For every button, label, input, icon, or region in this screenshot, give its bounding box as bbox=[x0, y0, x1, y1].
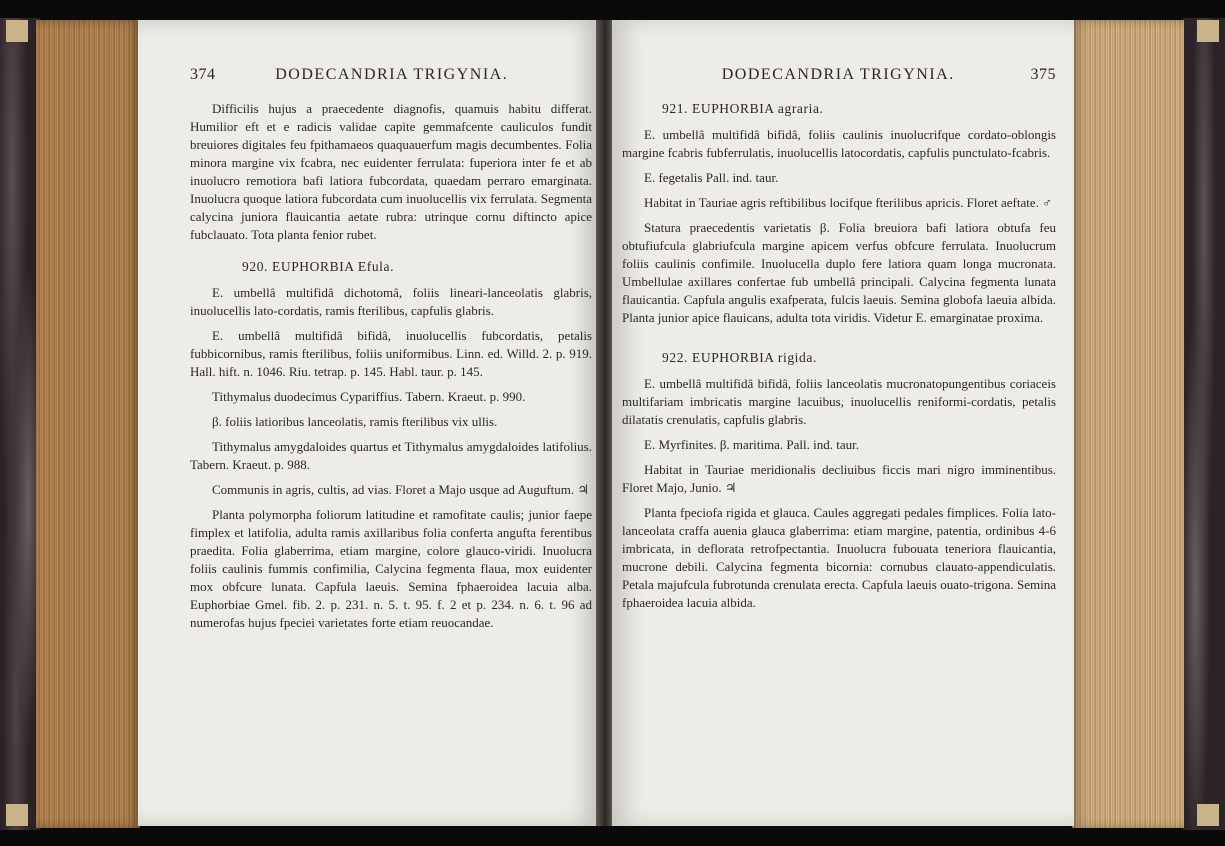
page-number: 375 bbox=[1030, 66, 1056, 83]
running-title: DODECANDRIA TRIGYNIA. bbox=[275, 66, 509, 83]
right-page-header bbox=[622, 66, 1056, 84]
synonym: Tithymalus amygdaloides quartus et Tithymalus amygdaloides latifolius. Tabern. Kraeut. p. 988. bbox=[190, 439, 592, 472]
page-edges-left bbox=[36, 20, 140, 828]
habitat: Habitat in Tauriae agris reftibilibus locifque fterilibus apricis. Floret aeftate. ♂ bbox=[644, 195, 1052, 210]
section-heading: 920. EUPHORBIA Efula. bbox=[242, 259, 395, 274]
section-heading: 921. EUPHORBIA agraria. bbox=[662, 101, 824, 116]
paragraph: Difficilis hujus a praecedente diagnofis, quamuis habitu differat. Humilior eft et e radicis validae capite gemmafcente cauliculos fundit breuiores digitales feu fpithamaeos quaquauerfum magis decumbentes. Folia minora margine vix fcabra, nec euidenter ferrulata: fuperiora inter fe et ab inuolucro remotiora bafi latiora fubcordata, quaedam perraro emarginata. Inuolucra quoque latiora fubcordata cum inuolucellis vix ferrulata. Segmenta calycina juniora flauicantia aetate rubra: utrinque cornu diftincto apice fubclauato. Tota planta fenior rubet. bbox=[190, 101, 592, 242]
right-page bbox=[612, 20, 1074, 826]
running-title: DODECANDRIA TRIGYNIA. bbox=[721, 66, 955, 83]
cover-corner bbox=[1197, 20, 1219, 42]
book-cover-right bbox=[1183, 18, 1225, 830]
page-edges-right bbox=[1072, 20, 1184, 828]
cover-corner bbox=[1197, 804, 1219, 826]
diagnosis: E. umbellâ multifidâ bifidâ, foliis caulinis inuolucrifque cordato-oblongis margine fcabris fubferrulatis, inuolucellis latocordatis, capfulis punctulato-fcabris. bbox=[622, 127, 1056, 160]
synonym: Tithymalus duodecimus Cypariffius. Tabern. Kraeut. p. 990. bbox=[212, 389, 526, 404]
variety: β. foliis latioribus lanceolatis, ramis fterilibus vix ullis. bbox=[212, 414, 498, 429]
book-cover-left bbox=[0, 18, 40, 830]
left-page bbox=[138, 20, 600, 826]
description: Statura praecedentis varietatis β. Folia breuiora bafi latiora obtufa feu obtufiufcula glabriufcula margine apicem verfus obfcure ferrulata. Inuolucrum foliis caulinis confimile. Inuolucella duplo fere latiora quam longa mucronata. Umbellulae axillares confertae fub umbellâ principali. Calycina fegmenta lunata flauicantia. Capfula angulis exafperata, fulcis laeuis. Semina globofa laeuia albida. Planta junior apice flauicans, adulta tota viridis. Videtur E. emarginatae proxima. bbox=[622, 220, 1056, 325]
cover-corner bbox=[6, 804, 28, 826]
section-heading: 922. EUPHORBIA rigida. bbox=[662, 350, 817, 365]
description: Planta polymorpha foliorum latitudine et ramofitate caulis; junior faepe fimplex et latifolia, adulta ramis axillaribus folia conferta angufta ferentibus praedita. Folia glaberrima, etiam margine, colore glauco-viridi. Inuolucra foliis caulinis fummis confimilia, Calycina fegmenta flaua, mox euidenter mox obfcure lunata. Capfula laeuis. Semina fphaeroidea lacuia alba. Euphorbiae Gmel. fib. 2. p. 231. n. 5. t. 95. f. 2 et p. 234. n. 6. t. 96 ad numerofas hujus fpeciei varietates forte etiam reuocandae. bbox=[190, 507, 592, 630]
diagnosis: E. umbellâ multifidâ dichotomâ, foliis lineari-lanceolatis glabris, inuolucellis lato-cordatis, ramis fterilibus, capfulis glabris. bbox=[190, 285, 592, 318]
left-page-header bbox=[190, 66, 592, 84]
synonym: E. fegetalis Pall. ind. taur. bbox=[644, 170, 779, 185]
page-number: 374 bbox=[190, 66, 216, 83]
cover-corner bbox=[6, 20, 28, 42]
habitat: Communis in agris, cultis, ad vias. Floret a Majo usque ad Auguftum. ♃ bbox=[212, 482, 590, 497]
synonym: E. umbellâ multifidâ bifidâ, inuolucellis fubcordatis, petalis fubbicornibus, ramis fterilibus, foliis uniformibus. Linn. ed. Willd. 2. p. 919. Hall. hift. n. 1046. Riu. tetrap. p. 145. Habl. taur. p. 145. bbox=[190, 328, 592, 379]
description: Planta fpeciofa rigida et glauca. Caules aggregati pedales fimplices. Folia lato-lanceolata craffa auenia glauca glaberrima: etiam margine, patentia, ordinibus 4-6 imbricata, in deflorata retrofpectantia. Inuolucra fubouata teneriora flauicantia, mucrone debili. Calycina fegmenta bicornia: cornubus clauato-appendiculatis. Petala majufcula fubrotunda crenulata erecta. Capfula laeuis ouato-trigona. Semina fphaeroidea lacuia albida. bbox=[622, 505, 1056, 610]
diagnosis: E. umbellâ multifidâ bifidâ, foliis lanceolatis mucronatopungentibus coriaceis multifariam imbricatis margine lacuibus, inuolucellis reniformi-cordatis, petalis dilatatis crenulatis, capfulis glabris. bbox=[622, 376, 1056, 427]
habitat: Habitat in Tauriae meridionalis decliuibus ficcis mari nigro imminentibus. Floret Majo, Junio. ♃ bbox=[622, 462, 1056, 495]
synonym: E. Myrfinites. β. maritima. Pall. ind. taur. bbox=[644, 437, 859, 452]
